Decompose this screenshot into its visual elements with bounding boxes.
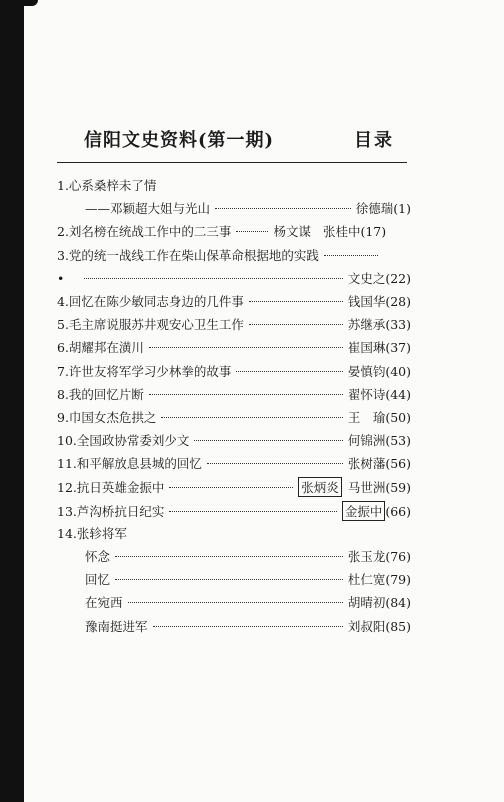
entry-title: 怀念 xyxy=(85,549,111,564)
boxed-author: 张炳炎 xyxy=(298,477,342,497)
toc-entry-13[interactable] xyxy=(57,501,411,524)
dot-leader xyxy=(236,231,268,232)
toc-entry-1-subtitle[interactable] xyxy=(57,199,411,222)
entry-page: (56) xyxy=(385,456,411,472)
entry-author: 胡晴初 xyxy=(347,595,386,611)
entry-author: 何锦洲 xyxy=(347,433,386,449)
entry-page: (44) xyxy=(385,386,411,402)
entry-title: 4.回忆在陈少敏同志身边的几件事 xyxy=(57,293,244,309)
entry-page: (85) xyxy=(385,618,411,634)
entry-author: 钱国华 xyxy=(347,293,386,309)
entry-title: 7.许世友将军学习少林拳的故事 xyxy=(57,363,232,379)
toc-entry-5[interactable] xyxy=(57,315,411,338)
toc-entry-4[interactable] xyxy=(57,292,411,315)
toc-label: 目录 xyxy=(354,130,394,151)
entry-title: 14.张轸将军 xyxy=(57,525,127,541)
entry-page: (79) xyxy=(385,572,411,588)
entry-page: (17) xyxy=(360,224,387,240)
entry-author: 晏慎钧 xyxy=(347,363,386,379)
entry-page: (40) xyxy=(385,363,411,379)
entry-title: 10.全国政协常委刘少文 xyxy=(57,433,190,449)
dot-leader xyxy=(149,394,343,395)
entry-author: 张桂中 xyxy=(322,224,361,240)
dot-leader xyxy=(215,208,351,209)
dot-leader xyxy=(149,347,343,348)
dot-leader xyxy=(249,324,343,325)
dot-leader xyxy=(207,463,343,464)
toc-entry-7[interactable] xyxy=(57,362,411,385)
entry-title: 13.芦沟桥抗日纪实 xyxy=(57,503,165,519)
entry-page: (50) xyxy=(385,409,411,425)
entry-page: (84) xyxy=(385,595,411,611)
dot-leader xyxy=(169,487,293,488)
toc-entry-11[interactable] xyxy=(57,454,411,477)
dot-leader xyxy=(249,301,343,302)
entry-title: 5.毛主席说服苏井观安心卫生工作 xyxy=(57,317,244,333)
toc-subentry[interactable] xyxy=(57,617,411,640)
entry-title: ——邓颖超大姐与光山 xyxy=(85,201,211,217)
toc-subentry[interactable] xyxy=(57,547,411,570)
entry-page: (28) xyxy=(385,293,411,309)
entry-title: 11.和平解放息县城的回忆 xyxy=(57,456,202,472)
entry-page: (1) xyxy=(393,201,411,217)
toc-entry-12[interactable] xyxy=(57,477,411,500)
entry-title: 1.心系桑梓未了情 xyxy=(57,178,157,193)
entry-page: (22) xyxy=(385,270,411,286)
publication-title: 信阳文史资料(第一期) xyxy=(84,130,275,151)
entry-title: 6.胡耀邦在潢川 xyxy=(57,340,144,356)
dot-leader xyxy=(84,278,343,279)
page-binding-mark xyxy=(24,0,38,6)
entry-author: 徐德瑞 xyxy=(355,201,394,217)
toc-entry-2[interactable] xyxy=(57,222,411,245)
toc-entry-6[interactable] xyxy=(57,338,411,361)
entry-author: 王 瑜 xyxy=(347,409,386,425)
table-of-contents xyxy=(57,176,411,640)
dot-leader xyxy=(153,626,343,627)
dot-leader xyxy=(128,602,343,603)
entry-title: 8.我的回忆片断 xyxy=(57,386,144,402)
dot-leader xyxy=(161,417,342,418)
toc-entry-9[interactable] xyxy=(57,408,411,431)
dot-leader xyxy=(169,511,336,512)
toc-subentry[interactable] xyxy=(57,593,411,616)
page-binding-edge xyxy=(0,0,24,802)
toc-entry-3[interactable] xyxy=(57,246,411,269)
entry-author: 苏继承 xyxy=(347,317,386,333)
entry-title: 3.党的统一战线工作在柴山保革命根据地的实践 xyxy=(57,247,319,263)
dot-leader xyxy=(115,579,343,580)
entry-page: (37) xyxy=(385,340,411,356)
entry-title: 2.刘名榜在统战工作中的二三事 xyxy=(57,224,232,240)
dot-leader xyxy=(194,440,342,441)
entry-page: (59) xyxy=(385,480,411,496)
header-rule xyxy=(57,162,407,163)
toc-entry-1[interactable] xyxy=(57,176,411,199)
entry-author: 马世洲 xyxy=(347,480,386,496)
entry-author: 翟怀诗 xyxy=(347,386,386,402)
toc-subentry[interactable] xyxy=(57,570,411,593)
entry-author: 杨文谋 xyxy=(273,224,311,240)
entry-author: 文史之 xyxy=(347,270,386,286)
entry-author: 张玉龙 xyxy=(347,549,386,564)
entry-author: 崔国琳 xyxy=(347,340,386,356)
toc-entry-14[interactable] xyxy=(57,524,411,547)
entry-bullet: • xyxy=(57,270,65,286)
entry-page: (76) xyxy=(385,549,411,564)
entry-page: (53) xyxy=(385,433,411,449)
toc-entry-10[interactable] xyxy=(57,431,411,454)
toc-entry-8[interactable] xyxy=(57,385,411,408)
entry-title: 12.抗日英雄金振中 xyxy=(57,480,165,496)
entry-page: (33) xyxy=(385,317,411,333)
toc-entry-3-continued[interactable] xyxy=(57,269,411,292)
toc-header xyxy=(84,126,404,156)
entry-page: (66) xyxy=(385,503,411,519)
entry-title: 在宛西 xyxy=(85,595,123,611)
entry-author: 杜仁宽 xyxy=(347,572,386,588)
dot-leader xyxy=(115,556,343,557)
entry-author: 张树藩 xyxy=(347,456,386,472)
entry-title: 豫南挺进军 xyxy=(85,618,148,634)
dot-leader xyxy=(236,371,342,372)
boxed-author: 金振中 xyxy=(342,501,386,521)
entry-title: 9.巾国女杰危拱之 xyxy=(57,409,157,425)
entry-author: 刘叔阳 xyxy=(347,618,386,634)
entry-title: 回忆 xyxy=(85,572,111,588)
dot-leader xyxy=(324,255,378,256)
